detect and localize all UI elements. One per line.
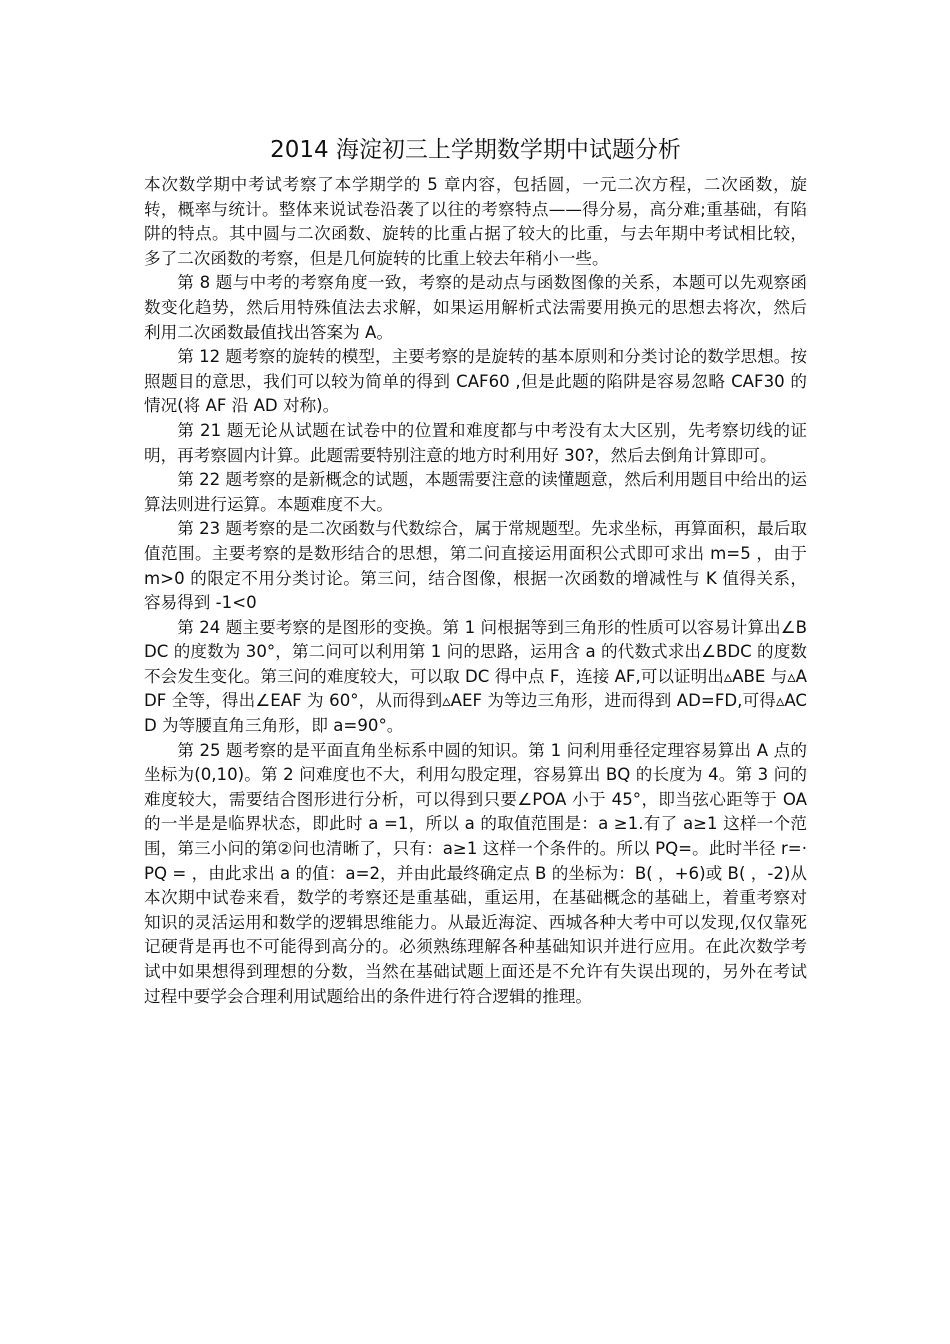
document-title: 2014 海淀初三上学期数学期中试题分析: [270, 137, 681, 163]
paragraph-question-24: 第 24 题主要考察的是图形的变换。第 1 问根据等到三角形的性质可以容易计算出∠BDC 的度数为 30°，第二问可以利用第 1 问的思路，运用含 a 的代数式求出∠BDC 的度数不会发生变化。第三问的难度较大，可以取 DC 得中点 F，连接 AF,可以证明出▵ABE 与▵ADF 全等，得出∠EAF 为 60°，从而得到▵AEF 为等边三角形，进而得到 AD=FD,可得▵ACD 为等腰直角三角形，即 a=90°。: [144, 617, 807, 736]
paragraph-question-22: 第 22 题考察的是新概念的试题，本题需要注意的读懂题意，然后利用题目中给出的运算法则进行运算。本题难度不大。: [144, 470, 807, 514]
paragraph-question-25-and-summary: 第 25 题考察的是平面直角坐标系中圆的知识。第 1 问利用垂径定理容易算出 A 点的坐标为(0,10)。第 2 问难度也不大，利用勾股定理，容易算出 BQ 的长度为 4。第 3 问的难度较大，需要结合图形进行分析，可以得到只要∠POA 小于 45°，即当弦心距等于 OA 的一半是是临界状态，即此时 a =1，所以 a 的取值范围是：a ≥1.有了 a≥1 这样一个范围，第三小问的第②问也清晰了，只有：a≥1 这样一个条件的。所以 PQ=。此时半径 r=·PQ = ，由此求出 a 的值：a=2，并由此最终确定点 B 的坐标为：B( ，+6)或 B( ，-2)从本次期中试卷来看，数学的考察还是重基础，重运用，在基础概念的基础上，着重考察对知识的灵活运用和数学的逻辑思维能力。从最近海淀、西城各种大考中可以发现,仅仅靠死记硬背是再也不可能得到高分的。必须熟练理解各种基础知识并进行应用。在此次数学考试中如果想得到理想的分数，当然在基础试题上面还是不允许有失误出现的，另外在考试过程中要学会合理利用试题给出的条件进行符合逻辑的推理。: [144, 740, 807, 1006]
paragraph-question-12: 第 12 题考察的旋转的模型，主要考察的是旋转的基本原则和分类讨论的数学思想。按照题目的意思，我们可以较为简单的得到 CAF60 ,但是此题的陷阱是容易忽略 CAF30 的情况(将 AF 沿 AD 对称)。: [144, 347, 807, 416]
paragraph-question-21: 第 21 题无论从试题在试卷中的位置和难度都与中考没有太大区别，先考察切线的证明，再考察圆内计算。此题需要特别注意的地方时利用好 30?，然后去倒角计算即可。: [144, 420, 807, 465]
paragraph-question-8: 第 8 题与中考的考察角度一致，考察的是动点与函数图像的关系，本题可以先观察函数变化趋势，然后用特殊值法去求解，如果运用解析式法需要用换元的思想去将次，然后利用二次函数最值找出答案为 A。: [144, 273, 807, 342]
document-page: [144, 133, 807, 1009]
paragraph-overview: 本次数学期中考试考察了本学期学的 5 章内容，包括圆，一元二次方程，二次函数，旋转，概率与统计。整体来说试卷沿袭了以往的考察特点——得分易，高分难;重基础，有陷阱的特点。其中圆与二次函数、旋转的比重占据了较大的比重，与去年期中考试相比较，多了二次函数的考察，但是几何旋转的比重上较去年稍小一些。: [144, 175, 807, 268]
paragraph-question-23: 第 23 题考察的是二次函数与代数综合，属于常规题型。先求坐标，再算面积，最后取值范围。主要考察的是数形结合的思想，第二问直接运用面积公式即可求出 m=5 ，由于 m>0 的限定不用分类讨论。第三问，结合图像，根据一次函数的增减性与 K 值得关系，容易得到 -1<0: [144, 519, 807, 613]
